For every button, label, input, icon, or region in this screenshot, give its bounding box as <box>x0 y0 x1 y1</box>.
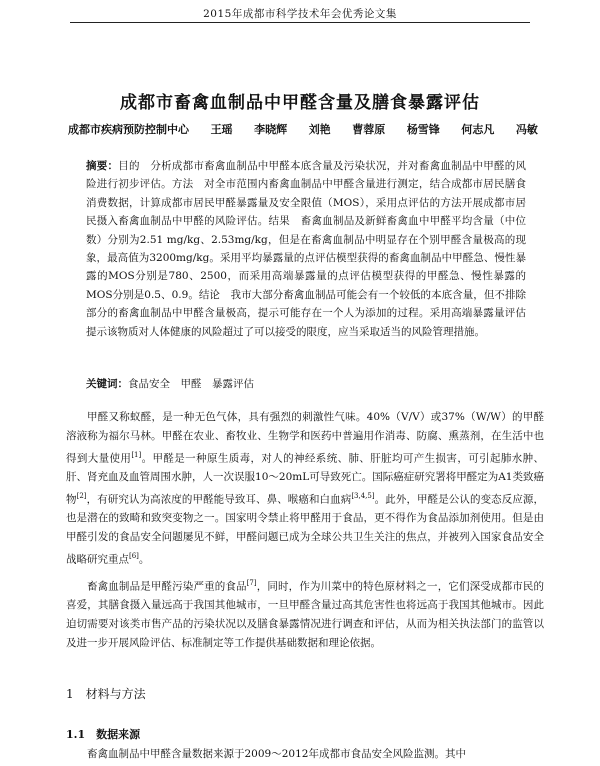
body-paragraph <box>66 408 544 569</box>
paragraph-text: 甲醛又称蚁醛，是一种无色气体，具有强烈的刺激性气味。40%（V/V）或37%（W/W）的甲醛溶液称为福尔马林。甲醛在农业、畜牧业、生物学和医药中普遍用作消毒、防腐、熏蒸剂，在生活中也得到大量使用 <box>66 411 544 465</box>
author-line <box>68 121 538 137</box>
header-rule <box>70 22 530 23</box>
abstract-text: 目的 分析成都市畜禽血制品中甲醛本底含量及污染状况，并对畜禽血制品中甲醛的风险进行初步评估。方法 对全市范围内畜禽血制品中甲醛含量进行测定，结合成都市居民膳食消费数据，计算成都市居民甲醛暴露量及安全限值（MOS），采用点评估的方法开展成都市居民摄入畜禽血制品中甲醛的风险评估。结果 畜禽血制品及新鲜畜禽血中甲醛平均含量（中位数）分别为2.51 mg/kg、2.53mg/kg，但是在畜禽血制品中明显存在个别甲醛含量极高的现象，最高值为3200mg/kg。采用平均暴露量的点评估模型获得的畜禽血制品中甲醛急、慢性暴露的MOS分别是780、2500，而采用高端暴露量的点评估模型获得的甲醛急、慢性暴露的MOS分别是0.5、0.9。结论 我市大部分畜禽血制品可能会有一个较低的本底含量，但不排除部分的畜禽血制品中甲醛含量极高，提示可能存在一个人为添加的过程。采用高端暴露量评估提示该物质对人体健康的风险超过了可以接受的限度，应当采取适当的风险管理措施。 <box>86 160 527 338</box>
author-name: 何志凡 <box>461 123 495 136</box>
running-header: 2015年成都市科学技术年会优秀论文集 <box>203 8 397 20</box>
citation: [7] <box>246 579 257 587</box>
paper-title: 成都市畜禽血制品中甲醛含量及膳食暴露评估 <box>120 93 480 113</box>
author-name: 王瑶 <box>210 123 233 136</box>
keywords <box>86 376 526 391</box>
keywords-label: 关键词： <box>86 378 128 390</box>
author-name: 曹蓉原 <box>352 123 386 136</box>
author-name: 杨雪锋 <box>406 123 440 136</box>
citation: [6] <box>129 551 139 560</box>
paragraph-text: 。 <box>138 553 150 566</box>
section-heading: 1 材料与方法 <box>66 687 146 701</box>
abstract-label: 摘要： <box>86 160 119 172</box>
author-name: 冯敏 <box>515 123 538 136</box>
paragraph-text: 畜禽血制品是甲醛污染严重的食品 <box>87 580 247 593</box>
author-name: 刘艳 <box>308 123 331 136</box>
paragraph-text: 。此外，甲醛是公认的变态反应源，也是潜在的致畸和致突变物之一。国家明令禁止将甲醛用于食品，更不得作为食品添加剂使用。但是由甲醛引发的食品安全问题屡见不鲜，甲醛问题已成为全球公共卫生关注的焦点，并被列入国家食品安全战略研究重点 <box>66 493 545 566</box>
abstract <box>86 157 526 341</box>
affiliation: 成都市疾病预防控制中心 <box>68 123 189 136</box>
paragraph-text: ，有研究认为高浓度的甲醛能导致耳、鼻、喉癌和白血病 <box>86 493 352 506</box>
keywords-text: 食品安全 甲醛 暴露评估 <box>128 378 254 390</box>
author-name: 李晓辉 <box>254 123 288 136</box>
paragraph-text: ，同时，作为川菜中的特色原材料之一，它们深受成都市民的喜爱，其膳食摄入量远高于我国其他城市，一旦甲醛含量过高其危害性也将远高于我国其他城市。因此迫切需要对该类市售产品的污染状况以及膳食暴露情况进行调查和评估，从而为相关执法部门的监管以及进一步开展风险评估、标准制定等工作提供基础数据和理论依据。 <box>66 580 544 649</box>
citation: [2] <box>76 491 87 500</box>
body-paragraph <box>66 574 544 653</box>
citation: [3,4,5] <box>351 491 375 500</box>
citation: [1] <box>131 450 142 459</box>
body-paragraph: 畜禽血制品中甲醛含量数据来源于2009～2012年成都市食品安全风险监测。其中 <box>87 748 466 760</box>
subsection-heading: 1.1 数据来源 <box>66 728 141 741</box>
paragraph-text: 。甲醛是一种原生质毒，对人的神经系统、肺、肝脏均可产生损害，可引起肺水肿、肝、肾充血及血管周围水肿，人一次误服10～20mL可导致死亡。国际癌症研究署将甲醛定为A1类致癌物 <box>66 452 545 506</box>
